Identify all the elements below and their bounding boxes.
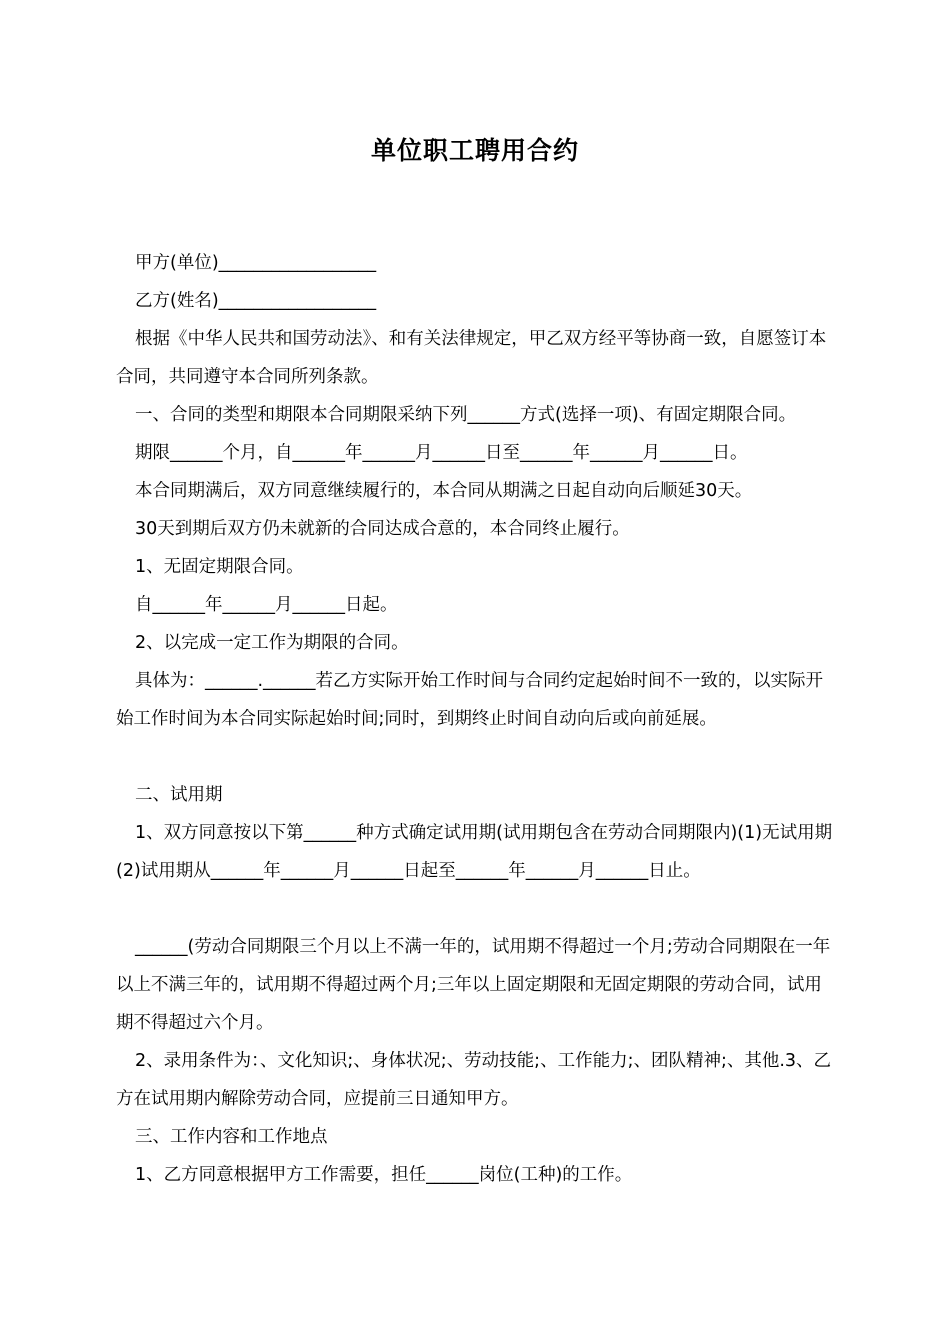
preamble-paragraph: 根据《中华人民共和国劳动法》、和有关法律规定，甲乙双方经平等协商一致，自愿签订本合同，共同遵守本合同所列条款。 xyxy=(116,329,827,387)
document-body xyxy=(116,244,838,1194)
party-b-line: 乙方(姓名)__________________ xyxy=(135,291,377,311)
term-period-line: 期限______个月，自______年______月______日至______年______月______日。 xyxy=(135,443,748,463)
document-title: 单位职工聘用合约 xyxy=(370,136,579,165)
task-based-details-paragraph: 具体为：______.______若乙方实际开始工作时间与合同约定起始时间不一致的，以实际开始工作时间为本合同实际起始时间;同时，到期终止时间自动向后或向前延展。 xyxy=(116,671,824,729)
section-3-heading: 三、工作内容和工作地点 xyxy=(135,1127,328,1147)
probation-limits-paragraph: ______(劳动合同期限三个月以上不满一年的，试用期不得超过一个月;劳动合同期限在一年以上不满三年的，试用期不得超过两个月;三年以上固定期限和无固定期限的劳动合同，试用期不得超过六个月。 xyxy=(116,937,831,1033)
open-ended-contract-item: 1、无固定期限合同。 xyxy=(135,557,304,577)
open-ended-start-line: 自______年______月______日起。 xyxy=(135,595,398,615)
party-a-line: 甲方(单位)__________________ xyxy=(135,253,377,273)
task-based-contract-item: 2、以完成一定工作为期限的合同。 xyxy=(135,633,409,653)
termination-paragraph: 30天到期后双方仍未就新的合同达成合意的，本合同终止履行。 xyxy=(135,519,630,539)
section-2-heading: 二、试用期 xyxy=(135,785,223,805)
probation-method-paragraph: 1、双方同意按以下第______种方式确定试用期(试用期包含在劳动合同期限内)(1)无试用期(2)试用期从______年______月______日起至______年______月______日止。 xyxy=(116,823,833,881)
hiring-conditions-paragraph: 2、录用条件为：、文化知识;、身体状况;、劳动技能;、工作能力;、团队精神;、其他.3、乙方在试用期内解除劳动合同，应提前三日通知甲方。 xyxy=(116,1051,832,1109)
extension-paragraph: 本合同期满后，双方同意继续履行的，本合同从期满之日起自动向后顺延30天。 xyxy=(135,481,753,501)
job-position-paragraph: 1、乙方同意根据甲方工作需要，担任______岗位(工种)的工作。 xyxy=(135,1165,633,1185)
section-1-heading-paragraph: 一、合同的类型和期限本合同期限采纳下列______方式(选择一项)、有固定期限合同。 xyxy=(135,405,797,425)
